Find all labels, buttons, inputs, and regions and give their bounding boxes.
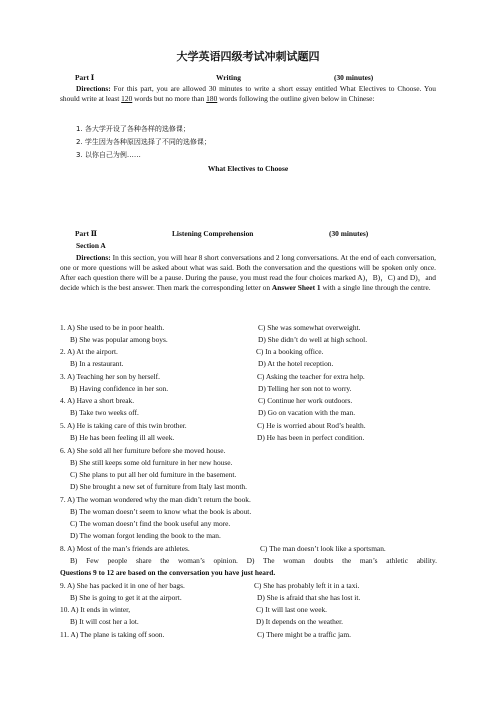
q7-option-b: B) The woman doesn’t seem to know what the book is about. (70, 507, 252, 516)
part2-header (75, 229, 435, 240)
q3-option-b: B) Having confidence in her son. (70, 384, 169, 393)
q9-option-a: 9. A) She has packed it in one of her bags. (60, 581, 185, 590)
question-2-row-1 (60, 347, 450, 357)
question-10-row-2 (60, 617, 450, 627)
question-3-row-1 (60, 372, 450, 382)
part2-time: (30 minutes) (329, 229, 369, 238)
q4-option-d: D) Go on vacation with the man. (258, 408, 356, 417)
question-1-row-1 (60, 323, 450, 333)
question-9-row-1 (60, 581, 450, 591)
page-title: 大学英语四级考试冲刺试题四 (176, 50, 320, 63)
part1-dir-label: Directions: (76, 84, 111, 93)
outline-item-1: 1. 各大学开设了各种各样的选修课； (76, 125, 190, 133)
part1-max-words: 180 (206, 94, 218, 103)
answer-sheet-ref: Answer Sheet 1 (271, 283, 321, 292)
q2-option-a: 2. A) At the airport. (60, 347, 118, 356)
q8-option-a: 8. A) Most of the man’s friends are athletes. (60, 544, 190, 553)
q5-option-c: C) He is worried about Rod’s health. (257, 421, 366, 430)
q2-option-c: C) In a booking office. (256, 347, 324, 356)
part1-label: Part Ⅰ (75, 73, 95, 82)
question-5-row-2 (60, 433, 450, 443)
q10-option-b: B) It will cost her a lot. (70, 617, 139, 626)
part2-label: Part Ⅱ (75, 229, 98, 238)
q3-option-c: C) Asking the teacher for extra help. (257, 372, 365, 381)
outline-item-3: 3. 以你自己为例…… (76, 151, 141, 159)
q1-option-a: 1. A) She used to be in poor health. (60, 323, 165, 332)
part1-directions (60, 84, 436, 104)
question-5-row-1 (60, 421, 450, 431)
q2-option-d: D) At the hotel reception. (258, 359, 334, 368)
q4-option-b: B) Take two weeks off. (70, 408, 139, 417)
outline-item-2: 2. 学生因为各种原因选择了不同的选修课； (76, 138, 211, 146)
q11-option-c: C) There might be a traffic jam. (257, 630, 351, 639)
q5-option-a: 5. A) He is taking care of this twin brother. (60, 421, 187, 430)
q1-option-d: D) She didn’t do well at high school. (258, 335, 368, 344)
section-a-heading: Section A (76, 241, 106, 250)
q10-option-c: C) It will last one week. (256, 605, 328, 614)
q1-option-b: B) She was popular among boys. (70, 335, 168, 344)
part1-min-words: 120 (121, 94, 133, 103)
question-4-row-1 (60, 396, 450, 406)
q7-option-a: 7. A) The woman wondered why the man didn’t return the book. (60, 495, 251, 504)
part2-dir-a: In this section, you will hear 8 short conversations and 2 long conversations. At the end of each conversation, one or more questions will be asked about what was said. Both the conversation and the questions will be spoken only once. After each question there will be a pause. During the pause, you must read the four choices marked A)，B)，C) and D)，and decide which is the best answer. Then mark the corresponding letter on (60, 253, 436, 292)
part1-dir-b: words but no more than (132, 94, 207, 103)
q6-option-a: 6. A) She sold all her furniture before she moved house. (60, 446, 226, 455)
question-9-row-2 (60, 593, 450, 603)
question-1-row-2 (60, 335, 450, 345)
q6-option-d: D) She brought a new set of furniture from Italy last month. (70, 482, 247, 491)
q3-option-d: D) Telling her son not to worry. (258, 384, 352, 393)
q5-option-d: D) He has been in perfect condition. (257, 433, 365, 442)
q6-option-c: C) She plans to put all her old furniture in the basement. (70, 470, 237, 479)
part1-dir-c: words following the outline given below in Chinese: (217, 94, 375, 103)
q9-option-b: B) She is going to get it at the airport. (70, 593, 182, 602)
q1-option-c: C) She was somewhat overweight. (258, 323, 361, 332)
essay-title: What Electives to Choose (207, 164, 289, 173)
question-11-row-1 (60, 630, 450, 640)
part2-dir-b: with a single line through the centre. (320, 283, 431, 292)
q11-option-a: 11. A) The plane is taking off soon. (60, 630, 165, 639)
part1-header (75, 73, 435, 84)
q7-option-d: D) The woman forgot lending the book to the man. (70, 531, 221, 540)
question-3-row-2 (60, 384, 450, 394)
part2-directions (60, 253, 436, 293)
question-4-row-2 (60, 408, 450, 418)
q10-option-d: D) It depends on the weather. (256, 617, 344, 626)
question-2-row-2 (60, 359, 450, 369)
part2-dir-label: Directions: (76, 253, 111, 262)
q9-12-note: Questions 9 to 12 are based on the conversation you have just heard. (60, 568, 276, 577)
q3-option-a: 3. A) Teaching her son by herself. (60, 372, 160, 381)
question-8-row-1 (60, 544, 450, 554)
part2-name: Listening Comprehension (172, 229, 254, 238)
q10-option-a: 10. A) It ends in winter, (60, 605, 131, 614)
part1-dir-a: For this part, you are allowed 30 minutes to write a short essay entitled What Electives to Choose. You should write at least (60, 84, 436, 103)
q4-option-a: 4. A) Have a short break. (60, 396, 135, 405)
q6-option-b: B) She still keeps some old furniture in her new house. (70, 458, 233, 467)
q9-option-d: D) She is afraid that she has lost it. (257, 593, 361, 602)
part1-time: (30 minutes) (334, 73, 374, 82)
q8-option-b-d: B) Few people share the woman’s opinion. D) The woman doubts the man’s athletic ability. (70, 556, 437, 565)
part1-name: Writing (216, 73, 241, 82)
q9-option-c: C) She has probably left it in a taxi. (254, 581, 360, 590)
question-10-row-1 (60, 605, 450, 615)
q5-option-b: B) He has been feeling ill all week. (70, 433, 175, 442)
q2-option-b: B) In a restaurant. (70, 359, 124, 368)
q7-option-c: C) The woman doesn’t find the book useful any more. (70, 519, 231, 528)
q8-option-c: C) The man doesn’t look like a sportsman. (260, 544, 386, 553)
q4-option-c: C) Continue her work outdoors. (258, 396, 353, 405)
